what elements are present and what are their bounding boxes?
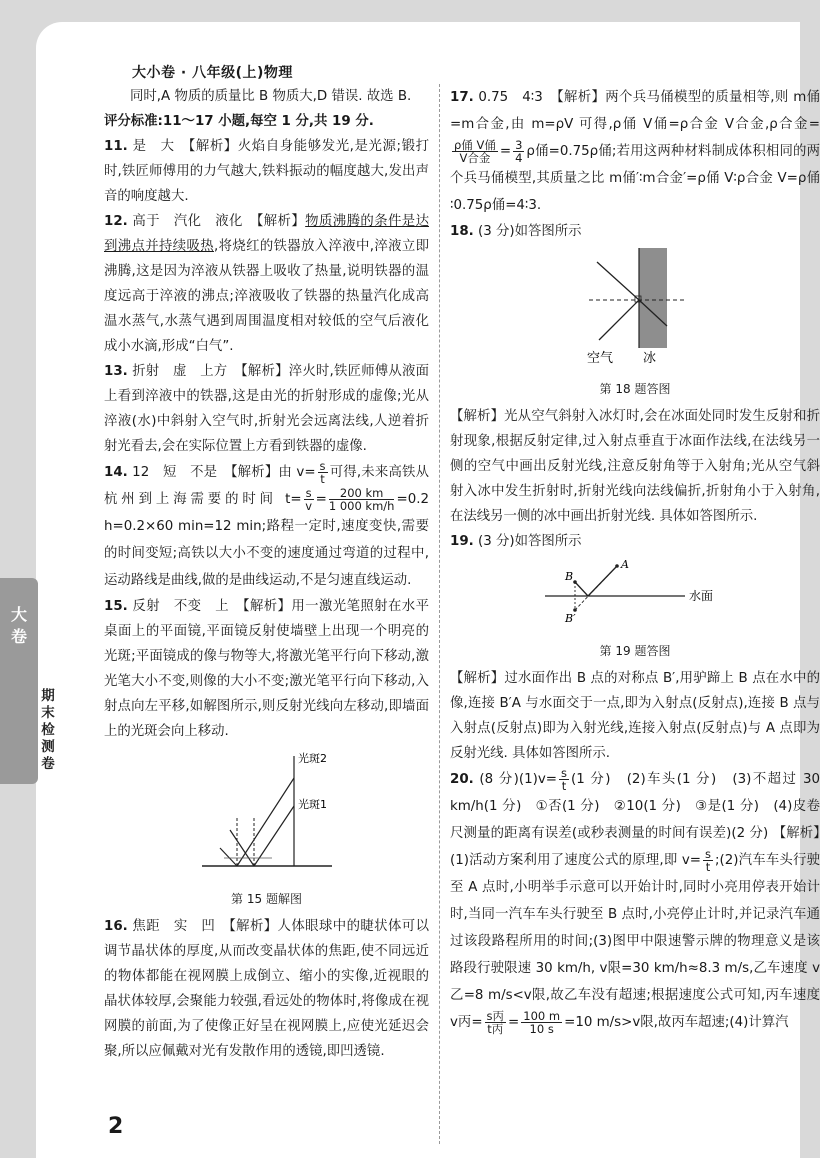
column-divider xyxy=(439,84,440,1144)
question-18-explanation: 【解析】光从空气斜射入冰灯时,会在冰面处同时发生反射和折射现象,根据反射定律,过入射点垂直于冰面作法线,在法线另一侧的空气中画出反射光线,注意反射角等于入射角;光从空气斜射入冰中发生折射时,折射光线向法线偏折,折射角小于入射角,在法线另一侧的冰中画出折射光线. 具体如答图所示. xyxy=(450,409,820,524)
fraction-three-quarters: $\frac{3}{4}$ xyxy=(515,137,523,165)
question-number: 15. xyxy=(104,599,128,614)
question-number: 16. xyxy=(104,919,128,934)
question-19 xyxy=(450,529,820,554)
ice-block xyxy=(639,248,667,348)
question-16 xyxy=(104,914,429,1064)
figure-18-caption: 第 18 题答图 xyxy=(599,382,671,396)
fraction-s-over-t: $\frac{s}{t}$ xyxy=(319,458,326,486)
left-column xyxy=(104,84,429,1064)
incident-ray xyxy=(575,582,588,596)
reflected-ray xyxy=(588,566,617,596)
point-b xyxy=(573,580,577,584)
question-answer: (3 分)如答图所示 xyxy=(478,224,582,239)
q14-part-b: 可得,未来高铁从杭州到上海需要的时间 t= xyxy=(104,465,429,507)
question-14: 14. 12 短 不是 【解析】由 v= $\frac{s}{t}$ 可得,未来高铁从杭州到上海需要的时间 t= $\frac{s}{v}$ = $\frac{200 km}{1 000 km/h}$ =0.2 h=0.2×60 min=12 min;路程一定时,速度变快,需要的时间变短;高铁以大小不变的速度通过弯道的过程中,运动路线是曲线,做的是曲线运动,不是匀速直线运动. xyxy=(104,458,429,588)
question-number: 14. xyxy=(104,465,128,480)
q17-rest: ρ俑=0.75ρ俑;若用这两种材料制成体积相同的两个兵马俑模型,其质量之比 m俑′∶m合金′=ρ俑 V∶ρ合金 V=ρ俑∶0.75ρ俑=4∶3. xyxy=(450,144,820,213)
answer-page xyxy=(36,22,820,1158)
q14-part-a: 12 短 不是 【解析】由 v= xyxy=(132,465,316,480)
question-answer: 是 大 【解析】火焰自身能够发光,是光源;锻打时,铁匠师傅用的力气越大,铁料振动的幅度越大,发出声音的响度越大. xyxy=(104,139,429,204)
text-line: 同时,A 物质的质量比 B 物质大,D 错误. 故选 B. xyxy=(130,89,412,104)
fraction-distance-over-speed: $\frac{200 km}{1 000 km/h}$ xyxy=(328,485,395,513)
q20-part-a: (8 分)(1)v= xyxy=(479,772,557,787)
question-18 xyxy=(450,219,820,244)
fraction-s-over-t: $\frac{s}{t}$ xyxy=(705,846,711,874)
spot1-label: 光斑1 xyxy=(297,798,327,811)
question-answer: 焦距 实 凹 【解析】人体眼球中的睫状体可以调节晶状体的厚度,从而改变晶状体的焦距,使不同远近的物体都能在视网膜上成倒立、缩小的实像,近视眼的晶状体较厚,会聚能力较强,看远处的物体时,将像成在视网膜的前面,为了使像正好呈在视网膜上,应使光延迟会聚,所以应佩戴对光有发散作用的透镜,即凹透镜. xyxy=(104,919,429,1059)
question-number: 19. xyxy=(450,534,474,549)
q20-analysis-end: =10 m/s>v限,故丙车超速;(4)计算汽 xyxy=(564,1015,789,1030)
label-b-prime: B′ xyxy=(565,612,576,625)
ice-label: 冰 xyxy=(643,351,657,366)
question-number: 13. xyxy=(104,364,128,379)
page-number: 2 xyxy=(108,1114,124,1139)
question-explanation: ,将烧红的铁器放入淬液中,淬液立即沸腾,这是因为淬液从铁器上吸收了热量,说明铁器的温度远高于淬液的沸点;淬液吸收了铁器的热量汽化成高温水蒸气,水蒸气遇到周围温度相对较低的空气后液化成小水滴,形成“白气”. xyxy=(104,239,430,354)
scoring-standard xyxy=(104,109,429,134)
figure-15 xyxy=(104,748,429,885)
reflected-ray-1 xyxy=(254,806,294,866)
fraction-s-over-t: $\frac{s}{t}$ xyxy=(561,765,567,793)
label-b: B xyxy=(565,570,574,583)
fraction-density-volume: $\frac{\text{ρ俑 V俑}}{\text{V合金}}$ xyxy=(454,137,496,165)
question-answer: 高于 汽化 液化 【解析】 xyxy=(132,214,306,229)
air-ice-diagram xyxy=(575,248,695,366)
q14-rest: 0.2 h=0.2×60 min=12 min;路程一定时,速度变快,需要的时间变短;高铁以大小不变的速度通过弯道的过程中,运动路线是曲线,做的是曲线运动,不是匀速直线运动. xyxy=(104,492,429,588)
figure-19-caption: 第 19 题答图 xyxy=(599,644,671,658)
fraction-s-over-v: $\frac{s}{v}$ xyxy=(305,485,313,513)
q20-analysis: 【解析】(1)活动方案利用了速度公式的原理,即 v= xyxy=(450,826,820,868)
reflected-ray xyxy=(599,300,639,340)
page-header: 大小卷 · 八年级(上)物理 xyxy=(132,65,293,81)
figure-18 xyxy=(450,248,820,375)
question-19-explanation: 【解析】过水面作出 B 点的对称点 B′,用驴蹄上 B 点在水中的像,连接 B′A 与水面交于一点,即为入射点(反射点),连接 B 点与入射点(反射点)即为入射光线,连接入射点(反射点)与 A 点即为反射光线. 具体如答图所示. xyxy=(450,671,820,761)
figure-19 xyxy=(450,558,820,637)
question-13 xyxy=(104,359,429,459)
question-number: 11. xyxy=(104,139,128,154)
question-11 xyxy=(104,134,429,209)
incident-ray-1 xyxy=(220,848,237,866)
fraction-s-bing-over-t-bing: $\frac{\text{s丙}}{\text{t丙}}$ xyxy=(486,1008,505,1036)
water-label: 水面 xyxy=(689,589,714,603)
fraction-100m-over-10s: $\frac{100 m}{10 s}$ xyxy=(523,1008,561,1036)
point-a xyxy=(615,564,619,568)
laser-mirror-diagram xyxy=(182,748,352,876)
underlined-text: 物质沸腾的条件是达到沸点并持续吸热 xyxy=(104,214,429,254)
water-reflection-diagram xyxy=(535,558,735,628)
q17-part-b: ρ合金= xyxy=(769,117,820,132)
q17-part-a: 0.75 4∶3 【解析】两个兵马俑模型的质量相等,则 m俑=m合金,由 m=ρV 可得,ρ俑 V俑=ρ合金 V合金, xyxy=(450,90,820,132)
q20-part-b: (1 分) (2)车头(1 分) (3)不超过 30 km/h(1 分) ①否(1 分) ②10(1 分) ③是(1 分) (4)皮卷尺测量的距离有误差(或秒表测量的时间有误差)(2 分) xyxy=(450,772,820,841)
incident-ray xyxy=(597,262,639,300)
air-label: 空气 xyxy=(587,351,614,366)
question-answer: (3 分)如答图所示 xyxy=(478,534,582,549)
question-number: 20. xyxy=(450,772,474,787)
question-answer: 折射 虚 上方 【解析】淬火时,铁匠师傅从液面上看到淬液中的铁器,这是由光的折射形成的虚像;光从淬液(水)中斜射入空气时,折射光会远离法线,人逆着折射光看去,会在实际位置上方看到铁器的虚像. xyxy=(104,364,429,454)
q20-analysis-cont: ;(2)汽车车头行驶至 A 点时,小明举手示意可以开始计时,同时小亮用停表开始计时,当同一汽车车头行驶至 B 点时,小亮停止计时,并记录汽车通过该段路程所用的时间;(3)图甲中限速警示牌的物理意义是该路段行驶限速 30 km/h, v限=30 km/h≈8.3 m/s,乙车速度 v乙=8 m/s<v限,故乙车没有超速;根据速度公式可知,丙车速度 v丙= xyxy=(450,853,820,1030)
side-tab xyxy=(0,578,38,784)
scoring-text: 评分标准:11～17 小题,每空 1 分,共 19 分. xyxy=(104,114,374,129)
question-12 xyxy=(104,209,429,359)
question-answer: 反射 不变 上 【解析】用一激光笔照射在水平桌面上的平面镜,平面镜反射使墙壁上出现一个明亮的光斑;平面镜成的像与物等大,将激光笔平行向下移动,激光笔大小不变,则像的大小不变;激光笔平行向下移动,入射点向左平移,如解图所示,则反射光线向左移动,即墙面上的光斑会向上移动. xyxy=(104,599,429,739)
question-20: 20. (8 分)(1)v= $\frac{s}{t}$ (1 分) (2)车头(1 分) (3)不超过 30 km/h(1 分) ①否(1 分) ②10(1 分) ③是(1 分) (4)皮卷尺测量的距离有误差(或秒表测量的时间有误差)(2 分) 【解析】(1)活动方案利用了速度公式的原理,即 v= $\frac{s}{t}$ ;(2)汽车车头行驶至 A 点时,小明举手示意可以开始计时,同时小亮用停表开始计时,当同一汽车车头行驶至 B 点时,小亮停止计时,并记录汽车通过该段路程所用的时间;(3)图甲中限速警示牌的物理意义是该路段行驶限速 30 km/h, v限=30 km/h≈8.3 m/s,乙车速度 v乙=8 m/s<v限,故乙车没有超速;根据速度公式可知,丙车速度 v丙= $\frac{\text{s丙}}{\text{t丙}}$ = $\frac{100 m}{10 s}$ =10 m/s>v限,故丙车超速;(4)计算汽 xyxy=(450,765,820,1036)
incident-ray-2 xyxy=(230,830,254,866)
side-tab-subtitle: 期末检测卷 xyxy=(41,688,55,772)
question-17: 17. 0.75 4∶3 【解析】两个兵马俑模型的质量相等,则 m俑=m合金,由 m=ρV 可得,ρ俑 V俑=ρ合金 V合金,ρ合金= $\frac{\text{ρ俑 V俑}}{\text{V合金}}$ = $\frac{3}{4}$ ρ俑=0.75ρ俑;若用这两种材料制成体积相同的两个兵马俑模型,其质量之比 m俑′∶m合金′=ρ俑 V∶ρ合金 V=ρ俑∶0.75ρ俑=4∶3. xyxy=(450,84,820,219)
spot2-label: 光斑2 xyxy=(297,752,327,765)
label-a: A xyxy=(621,558,629,571)
right-column xyxy=(450,84,820,1036)
question-15 xyxy=(104,594,429,744)
question-number: 12. xyxy=(104,214,128,229)
side-tab-label: 大 卷 xyxy=(10,605,27,646)
figure-15-caption: 第 15 题解图 xyxy=(231,892,302,906)
question-number: 17. xyxy=(450,90,474,105)
question-number: 18. xyxy=(450,224,474,239)
